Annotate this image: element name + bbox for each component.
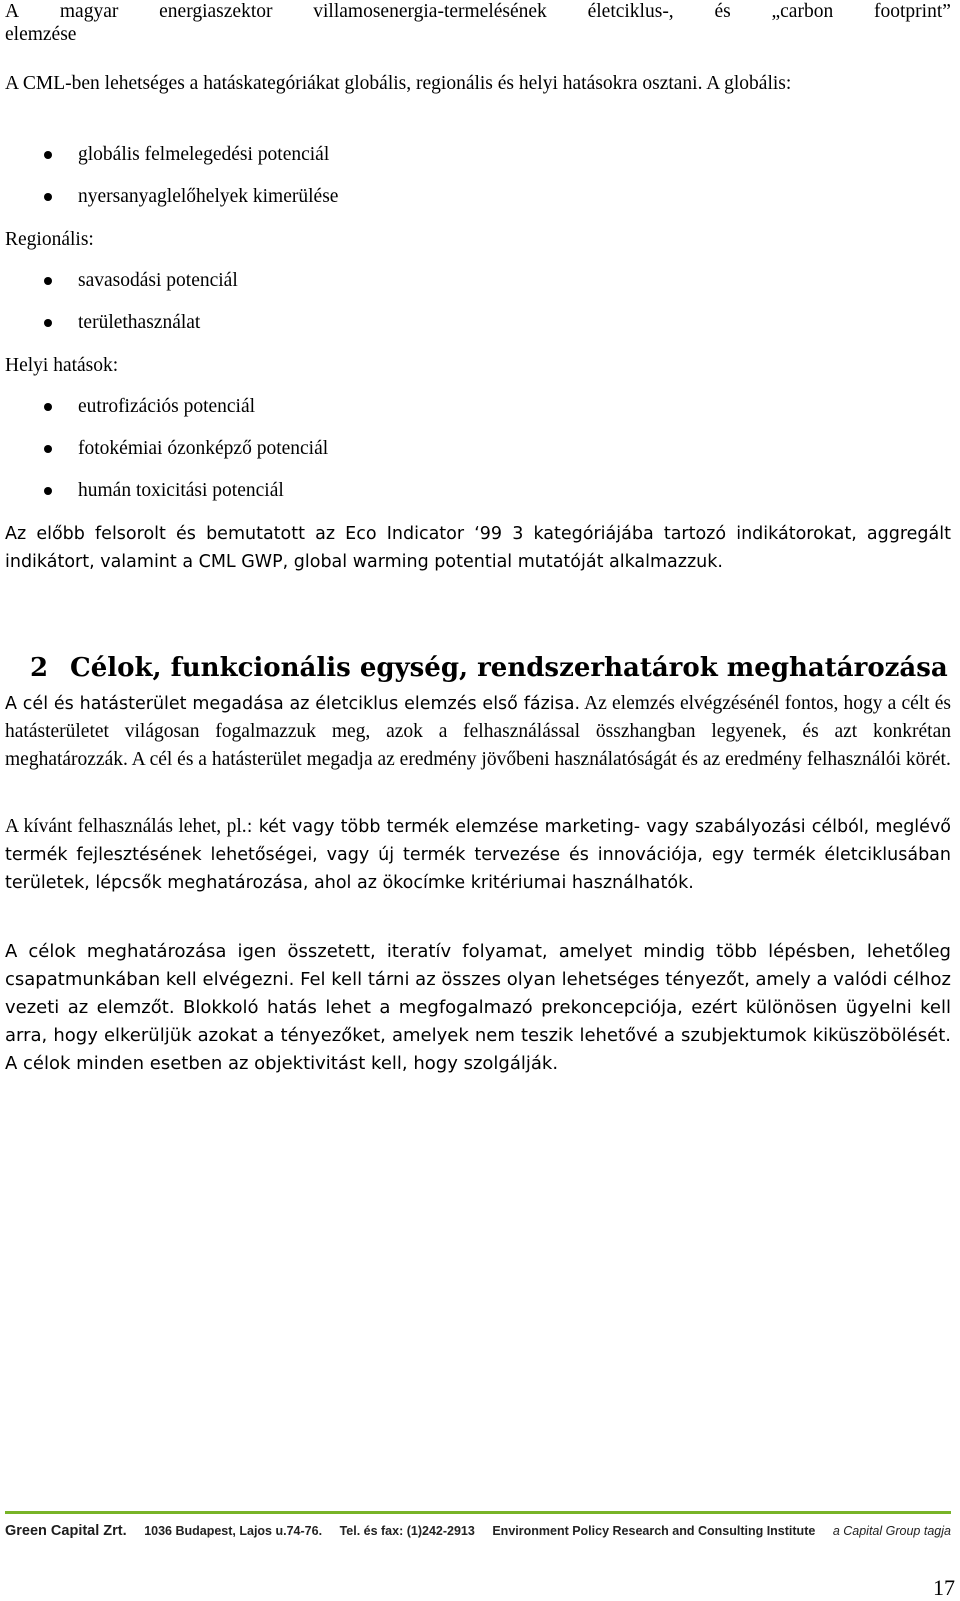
running-header (5, 0, 951, 46)
header-word: „carbon (771, 1, 834, 22)
bullet-icon (44, 403, 52, 411)
page-number: 17 (933, 1575, 955, 1600)
footer-tagline: a Capital Group tagja (832, 1524, 951, 1538)
bullet-icon (44, 445, 52, 453)
local-impact-list (44, 393, 844, 519)
list-item: savasodási potenciál (44, 267, 844, 309)
header-word: footprint” (874, 1, 951, 22)
regional-impact-list (44, 267, 844, 351)
footer-divider (5, 1511, 951, 1514)
local-label: Helyi hatások: (5, 355, 119, 376)
list-item: területhasználat (44, 309, 844, 351)
footer-phone: Tel. és fax: (1)242-2913 (339, 1524, 475, 1538)
header-line-2: elemzése (5, 24, 77, 45)
global-impact-list (44, 141, 844, 225)
list-item: eutrofizációs potenciál (44, 393, 844, 435)
list-item: nyersanyaglelőhelyek kimerülése (44, 183, 844, 225)
header-word: energiaszektor (159, 1, 273, 22)
header-word: és (714, 1, 731, 22)
section-heading (30, 651, 948, 685)
regional-label: Regionális: (5, 229, 94, 250)
bullet-icon (44, 319, 52, 327)
list-item: humán toxicitási potenciál (44, 477, 844, 519)
list-item: globális felmelegedési potenciál (44, 141, 844, 183)
intro-paragraph: A CML-ben lehetséges a hatáskategóriákat globális, regionális és helyi hatásokra osztani. A globális: (5, 73, 792, 94)
section-title: Célok, funkcionális egység, rendszerhatárok meghatározása (70, 653, 948, 683)
list-item: fotokémiai ózonképző potenciál (44, 435, 844, 477)
bullet-icon (44, 487, 52, 495)
section-paragraph-3: A célok meghatározása igen összetett, iteratív folyamat, amelyet mindig több lépésben, lehetőleg csapatmunkában kell elvégezni. Fel kell tárni az összes olyan lehetséges tényezőt, amely a valódi célhoz vezeti az elemzőt. Blokkoló hatás lehet a megfogalmazó prekoncepciója, ezért különösen ügyelni kell arra, hogy elkerüljük azokat a tényezőket, amelyek nem teszik lehetővé a szubjektumok kiküszöbölését. A célok minden esetben az objektivitást kell, hogy szolgálják. (5, 941, 951, 1074)
section-paragraph-2: A kívánt felhasználás lehet, pl.: két vagy több termék elemzése marketing- vagy szabályozási célból, meglévő termék fejlesztésének lehetőségei, vagy új termék tervezése és innovációja, egy termék életciklusában területek, lépcsők meghatározása, ahol az ökocímke kritériumai használhatók. (5, 816, 952, 893)
footer-address: 1036 Budapest, Lajos u.74-76. (144, 1524, 323, 1538)
header-word: villamosenergia-termelésének (313, 1, 547, 22)
header-word: életciklus-, (587, 1, 674, 22)
header-word: magyar (59, 1, 119, 22)
footer-institute: Environment Policy Research and Consulting Institute (492, 1524, 816, 1538)
section-number: 2 (30, 653, 49, 683)
bullet-icon (44, 193, 52, 201)
section-paragraph-1: A cél és hatásterület megadása az életciklus elemzés első fázisa. Az elemzés elvégzésénél fontos, hogy a célt és hatásterületet világosan fogalmazzuk meg, azok a felhasználással összhangban legyenek, és azt konkrétan meghatározzák. A cél és a hatásterület megadja az eredmény jövőbeni használatóságát és az eredmény felhasználói körét. (5, 693, 951, 770)
header-word: A (5, 1, 20, 22)
header-line-1 (5, 0, 951, 23)
summary-paragraph: Az előbb felsorolt és bemutatott az Eco Indicator ‘99 3 kategóriájába tartozó indikátorokat, aggregált indikátort, valamint a CML GWP, global warming potential mutatóját alkalmazzuk. (5, 524, 951, 572)
bullet-icon (44, 277, 52, 285)
page-footer (5, 1523, 951, 1547)
footer-company: Green Capital Zrt. (5, 1523, 127, 1539)
bullet-icon (44, 151, 52, 159)
